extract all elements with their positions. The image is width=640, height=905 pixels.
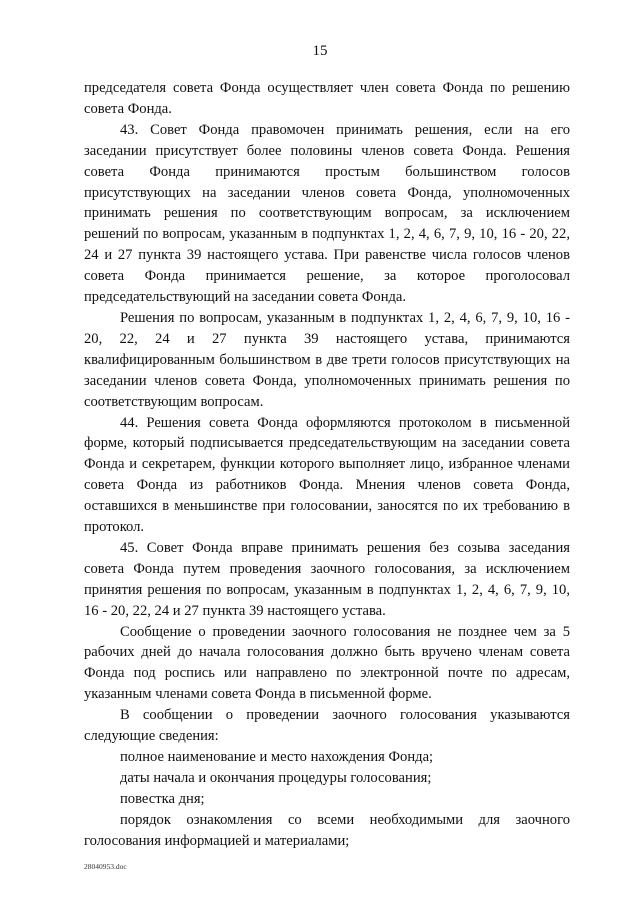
- paragraph-item-44: 44. Решения совета Фонда оформляются протоколом в письменной форме, который подписывается председательствующим на заседании совета Фонда и секретарем, функции которого выполняет лицо, избранное членами совета Фонда из работников Фонда. Мнения членов совета Фонда, оставшихся в меньшинстве при голосовании, заносятся по их требованию в протокол.: [84, 414, 570, 536]
- list-item-name-location: полное наименование и место нахождения Фонда;: [120, 749, 434, 765]
- paragraph-notice: Сообщение о проведении заочного голосования не позднее чем за 5 рабочих дней до начала голосования должно быть вручено членам совета Фонда под роспись или направлено по электронной почте по адресам, указанным членами совета Фонда в письменной форме.: [84, 623, 570, 703]
- paragraph-notice-contents: В сообщении о проведении заочного голосования указываются следующие сведения:: [84, 707, 570, 745]
- paragraph-continuation: председателя совета Фонда осуществляет член совета Фонда по решению совета Фонда.: [84, 80, 570, 117]
- footer-filename: 28040953.doc: [84, 862, 127, 871]
- paragraph-item-43: 43. Совет Фонда правомочен принимать решения, если на его заседании присутствует более половины членов совета Фонда. Решения совета Фонда принимаются простым большинством голосов присутствующих на заседании членов совета Фонда, уполномоченных принимать решения по соответствующим вопросам, за исключением решений по вопросам, указанным в подпунктах 1, 2, 4, 6, 7, 9, 10, 16 - 20, 22, 24 и 27 пункта 39 настоящего устава. При равенстве числа голосов членов совета Фонда принимается решение, за которое проголосовал председательствующий на заседании совета Фонда.: [84, 121, 570, 306]
- list-item-dates: даты начала и окончания процедуры голосования;: [120, 769, 432, 786]
- paragraph-item-45: 45. Совет Фонда вправе принимать решения без созыва заседания совета Фонда путем проведения заочного голосования, за исключением принятия решения по вопросам, указанным в подпунктах 1, 2, 4, 6, 7, 9, 10, 16 - 20, 22, 24 и 27 пункта 39 настоящего устава.: [84, 539, 570, 619]
- list-item-agenda: повестка дня;: [120, 790, 205, 807]
- paragraph-qualified-majority: Решения по вопросам, указанным в подпунктах 1, 2, 4, 6, 7, 9, 10, 16 - 20, 22, 24 и 27 пункта 39 настоящего устава, принимаются квалифицированным большинством в две трети голосов присутствующих на заседании членов совета Фонда, уполномоченных принимать решения по соответствующим вопросам.: [84, 309, 570, 410]
- document-body: [84, 78, 570, 852]
- page-number: 15: [312, 43, 328, 59]
- list-item-materials: порядок ознакомления со всеми необходимыми для заочного голосования информацией и материалами;: [84, 811, 570, 849]
